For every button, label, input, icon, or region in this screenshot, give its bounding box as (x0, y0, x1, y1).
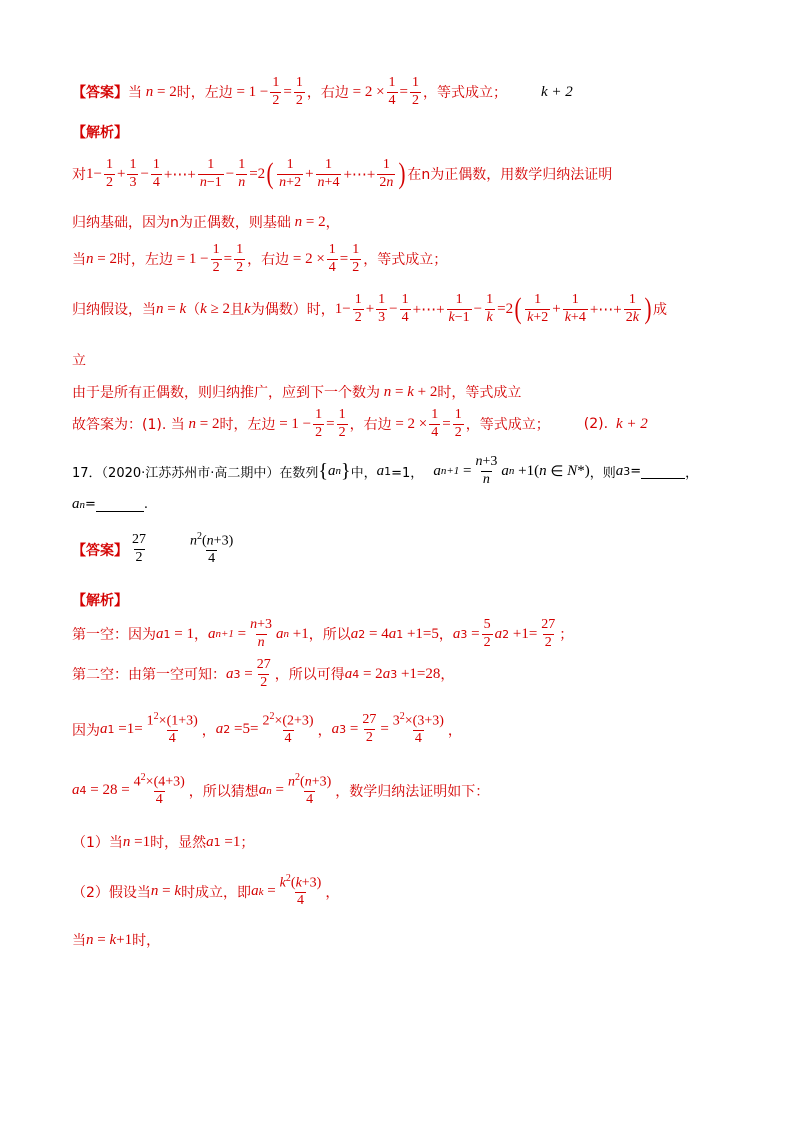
text: ，等式成立； (363, 252, 448, 269)
text: ， (193, 627, 208, 644)
proof-step-1: （1）当 n =1 时，显然 a 1 =1 ； (72, 833, 255, 851)
final-answer-line: 故答案为：(1). 当 n = 2 时，左边 = 1 − $\frac{1}{2}$ = $\frac{1}{2}$ ，右边 = 2 × $\frac{1}{4}$ = $\frac{1}{2}$ ，等式成立； (2). k + 2 (72, 407, 648, 440)
hypothesis-wrap (72, 350, 86, 370)
text: 时，左边 (116, 252, 173, 269)
induction-step-line: 由于是所有正偶数，则归纳推广，应到下一个数为 n = k + 2 时，等式成立 (72, 383, 522, 401)
fraction: $\frac{1}{n}$ (238, 157, 246, 190)
proof-step-3: 当 n = k +1 时， (72, 931, 161, 949)
fraction: $\frac{1}{2}$ (212, 242, 220, 275)
fraction: $\frac{1}{2}$ (236, 242, 244, 275)
fraction: $\frac{n^2(n+3)}{4}$ (288, 772, 332, 808)
text: 在n为正偶数，用数学归纳法证明 (407, 167, 613, 184)
fraction: $\frac{1}{n+2}$ (279, 157, 302, 190)
a3: a (615, 462, 624, 479)
analysis-tag-line (72, 122, 128, 142)
a3-sub: 3 (623, 464, 631, 478)
text: 时，等式成立 (437, 385, 522, 401)
answer-2: k + 2 (616, 415, 648, 432)
answer-2: k + 2 (541, 83, 573, 100)
fraction: $\frac{1}{2}$ (295, 75, 303, 108)
a1: a (376, 462, 385, 479)
fraction: $\frac{1}{2}$ (352, 242, 360, 275)
text: 时，左边 (176, 85, 233, 102)
statement-line: 对 1− $\frac{1}{2}$ + $\frac{1}{3}$ − $\frac{1}{4}$ +⋯+ $\frac{1}{n-1}$ − $\frac{1}{n}$ =2 ( $\frac{1}{n+2}$ + $\frac{1}{n+4}$ +⋯+ $\frac{1}{2n}$ ) 在n为正偶数，用数学归纳法证明 (72, 157, 613, 191)
text: ，所以猜想 (188, 783, 259, 800)
fraction: $\frac{1}{k-1}$ (448, 292, 470, 325)
analysis-tag: 【解析】 (72, 593, 128, 609)
text: 且 (230, 302, 245, 319)
fraction: $\frac{1}{k+4}$ (564, 292, 586, 325)
fraction: $\frac{k^2(k+3)}{4}$ (279, 873, 322, 909)
text: ， (438, 627, 453, 644)
fraction: $\frac{4^2\times(4+3)}{4}$ (133, 772, 185, 808)
fraction: $\frac{1}{4}$ (328, 242, 336, 275)
a1-sub: 1 (384, 464, 392, 478)
fraction: $\frac{1}{4}$ (152, 157, 160, 190)
text: 归纳基础，因为n为正偶数，则基础 (72, 215, 291, 231)
text: 第二空：由第一空可知： (72, 667, 226, 684)
text: （1）当 (72, 835, 123, 851)
equals: = (630, 463, 642, 479)
text: 为偶数）时， (250, 302, 335, 319)
text: 时，左边 (219, 417, 276, 434)
proof-step-2: （2）假设当 n = k 时成立，即 a k = $\frac{k^2(k+3)}{4}$ ， (72, 873, 340, 909)
answer-blank-an[interactable] (96, 497, 144, 512)
text: ，所以 (308, 627, 351, 644)
blank2-line: 第二空：由第一空可知： a 3 = $\frac{27}{2}$ ，所以可得 a 4 = 2 a 3 +1=28 ， (72, 657, 455, 690)
fraction: $\frac{1}{n+4}$ (317, 157, 340, 190)
fraction: $\frac{27}{2}$ (362, 712, 377, 746)
analysis-tag: 【解析】 (72, 125, 128, 141)
question-17: 17．（2020·江苏苏州市·高二期中）在数列 { a n } 中， a 1 =1， a n+1 = $\frac{n+3}{n}$ a n +1 ( n ∈ N * ) ，则 a 3 = ， (72, 454, 699, 487)
fraction: $\frac{1}{2}$ (315, 407, 323, 440)
text: 因为 (72, 722, 100, 739)
fraction: $\frac{1}{2}$ (412, 75, 419, 108)
equals: = (85, 497, 96, 512)
fraction: $\frac{27}{2}$ (132, 532, 146, 566)
fraction: $\frac{1}{2}$ (105, 157, 113, 190)
text: ，右边 (306, 85, 349, 102)
answer-tag: 【答案】 (72, 542, 128, 559)
a1-val: =1， (391, 465, 424, 481)
text: （2）假设当 (72, 884, 151, 901)
fraction: $\frac{n+3}{n}$ (475, 454, 498, 487)
fraction: $\frac{1}{n-1}$ (199, 157, 222, 190)
text: (2). (583, 416, 609, 433)
an: a (72, 496, 80, 512)
text: ，右边 (247, 252, 290, 269)
fraction: $\frac{1}{2}$ (272, 75, 280, 108)
text: ，则 (589, 465, 616, 481)
text: ， (685, 465, 699, 481)
text: ； (240, 835, 255, 851)
text: ，所以可得 (274, 667, 345, 684)
blank1-line: 第一空：因为 a 1 = 1 ， a n+1 = $\frac{n+3}{n}$ a n +1 ，所以 a 2 = 4 a 1 +1=5 ， a 3 = $\frac{5}{2}$ a 2 +1= $\frac{27}{2}$ ； (72, 617, 574, 650)
text: ，数学归纳法证明如下： (335, 783, 490, 800)
fraction: $\frac{1}{3}$ (378, 292, 386, 325)
text: ，等式成立； (465, 417, 550, 434)
text: ； (559, 627, 574, 644)
text: ， (447, 722, 462, 739)
text: . (143, 497, 149, 512)
values-line: 因为 a 1 =1= $\frac{1^2\times(1+3)}{4}$ ， a 2 =5= $\frac{2^2\times(2+3)}{4}$ ， a 3 = $\frac{27}{2}$ = $\frac{3^2\times(3+3)}{4}$ ， (72, 711, 462, 747)
answer-17-line (72, 532, 237, 567)
text: 时，显然 (150, 835, 207, 851)
analysis-17-tag-line (72, 590, 128, 610)
text: ， (325, 215, 340, 231)
fraction: $\frac{1}{2k}$ (625, 292, 639, 325)
question-17-line2 (72, 496, 148, 513)
math: n (142, 83, 154, 100)
text: 时成立，即 (181, 884, 252, 901)
fraction: $\frac{3^2\times(3+3)}{4}$ (392, 711, 444, 747)
text: 立 (72, 353, 86, 369)
text: ， (440, 667, 455, 684)
text: ， (201, 722, 216, 739)
fraction: $\frac{1}{4}$ (431, 407, 439, 440)
guess-line: a 4 = 28 = $\frac{4^2\times(4+3)}{4}$ ，所以猜想 a n = $\frac{n^2(n+3)}{4}$ ，数学归纳法证明如下： (72, 772, 490, 808)
base-line: 归纳基础，因为n为正偶数，则基础 n = 2 ， (72, 213, 340, 231)
n2-line: 当 n = 2 时，左边 = 1 − $\frac{1}{2}$ = $\frac{1}{2}$ ，右边 = 2 × $\frac{1}{4}$ = $\frac{1}{2}$ ，等式成立； (72, 242, 448, 275)
text: ， (317, 722, 332, 739)
fraction: $\frac{n^2(n+3)}{4}$ (190, 531, 234, 567)
text: ，右边 (349, 417, 392, 434)
fraction: $\frac{1^2\times(1+3)}{4}$ (146, 711, 198, 747)
answer-tag: 【答案】 (72, 85, 128, 102)
text: ，等式成立； (423, 85, 507, 102)
text: ， (325, 884, 340, 901)
text: 成 (652, 302, 667, 319)
text: 对 (72, 167, 86, 184)
text: 故答案为：(1). 当 (72, 417, 185, 434)
fraction: $\frac{1}{3}$ (129, 157, 137, 190)
text: 归纳假设，当 (72, 302, 156, 319)
fraction: $\frac{n+3}{n}$ (250, 617, 273, 650)
hypothesis-line: 归纳假设，当 n = k （ k ≥ 2 且 k 为偶数）时， 1− $\frac{1}{2}$ + $\frac{1}{3}$ − $\frac{1}{4}$ +⋯+ $\frac{1}{k-1}$ − $\frac{1}{k}$ =2 ( $\frac{1}{k+2}$ + $\frac{1}{k+4}$ +⋯+ $\frac{1}{2k}$ ) 成 (72, 292, 667, 326)
fraction: $\frac{1}{k}$ (486, 292, 494, 325)
fraction: $\frac{1}{2n}$ (379, 157, 394, 190)
answer-blank-a3[interactable] (641, 464, 685, 479)
text: 第一空：因为 (72, 627, 156, 644)
text: 当 (128, 85, 142, 102)
text: 时， (132, 933, 161, 949)
text: 由于是所有正偶数，则归纳推广，应到下一个数为 (72, 385, 380, 401)
fraction: $\frac{1}{k+2}$ (527, 292, 549, 325)
answer-line-1: 【答案】 当 n = 2 时，左边 = 1 − $\frac{1}{2}$ = $\frac{1}{2}$ ，右边 = 2 × $\frac{1}{4}$ = $\frac{1}{2}$ ，等式成立； k + 2 (72, 75, 573, 108)
fraction: $\frac{5}{2}$ (483, 617, 491, 650)
fraction: $\frac{1}{4}$ (388, 75, 396, 108)
text: （ (186, 302, 201, 319)
fraction: $\frac{1}{4}$ (401, 292, 409, 325)
text: 中， (350, 465, 377, 481)
fraction: $\frac{27}{2}$ (541, 617, 556, 650)
text: 当 (72, 933, 86, 949)
fraction: $\frac{1}{2}$ (354, 292, 362, 325)
question-prefix: 17．（2020·江苏苏州市·高二期中）在数列 (72, 465, 319, 481)
text: 当 (72, 252, 86, 269)
fraction: $\frac{1}{2}$ (454, 407, 462, 440)
fraction: $\frac{1}{2}$ (338, 407, 346, 440)
fraction: $\frac{27}{2}$ (256, 657, 271, 690)
fraction: $\frac{2^2\times(2+3)}{4}$ (262, 711, 314, 747)
an-sub: n (79, 498, 85, 511)
